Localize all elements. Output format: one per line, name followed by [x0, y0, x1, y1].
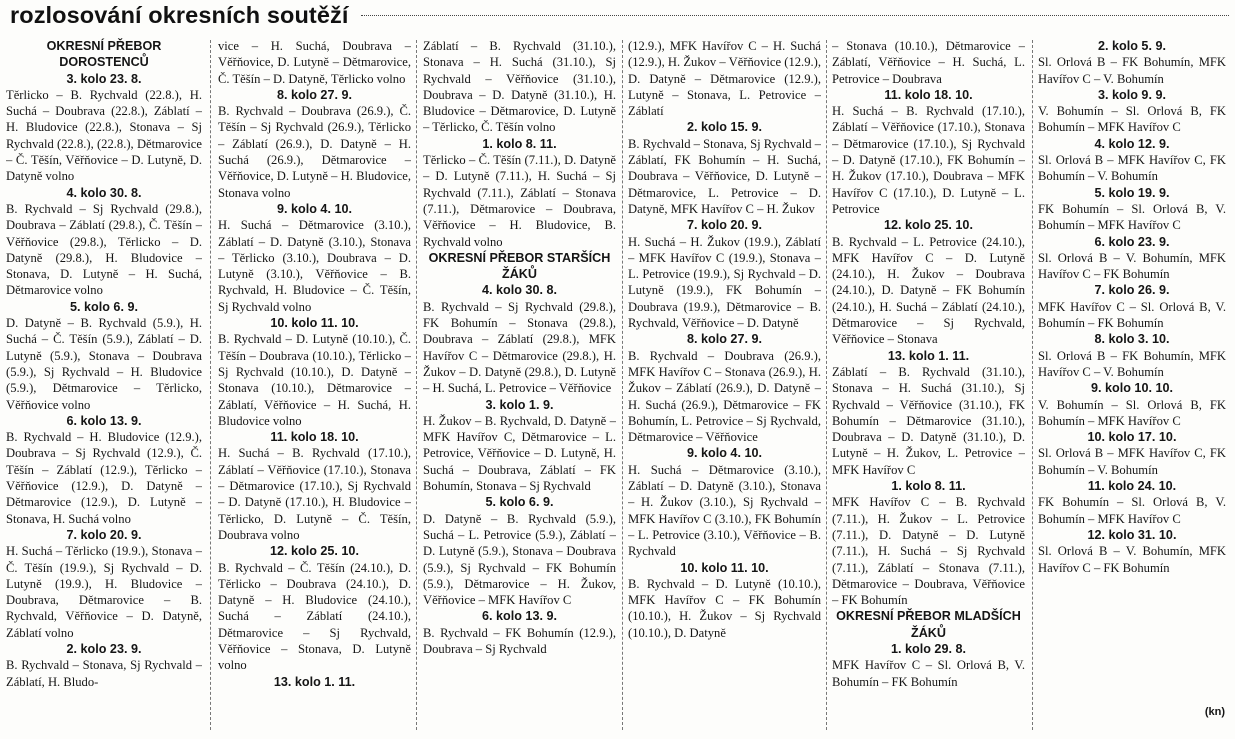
round-heading: 10. kolo 11. 10.	[680, 560, 769, 575]
round-heading: 12. kolo 25. 10.	[884, 218, 973, 233]
author-signature: (kn)	[1204, 706, 1225, 718]
fixture-list: D. Datyně – B. Rychvald (5.9.), H. Suchá – Č. Těšín (5.9.), Záblatí – D. Lutyně (5.9.), Stonava – Doubrava (5.9.), Sj Rychvald – H. Bludovice (5.9.), Dětmarovice – Těrlicko, Věřňovice volno	[6, 316, 202, 412]
fixture-list: Sl. Orlová B – MFK Havířov C, FK Bohumín – V. Bohumín	[1038, 153, 1226, 184]
fixture-list: B. Rychvald – Doubrava (26.9.), Č. Těšín – Sj Rychvald (26.9.), Těrlicko – Záblatí (26.9.), D. Datyně – H. Suchá (26.9.), Dětmarovice – Věřňovice, D. Lutyně – H. Bludovice, Stonava volno	[218, 104, 411, 200]
round-heading: 6. kolo 13. 9.	[482, 609, 557, 624]
fixture-list: FK Bohumín – Sl. Orlová B, V. Bohumín – MFK Havířov C	[1038, 201, 1226, 233]
fixture-list: B. Rychvald – D. Lutyně (10.10.), MFK Havířov C – FK Bohumín (10.10.), H. Žukov – Sj Rychvald (10.10.), D. Datyně	[628, 576, 821, 640]
schedule-column-4	[628, 38, 821, 734]
round-heading: 13. kolo 1. 11.	[273, 674, 356, 689]
fixture-list: B. Rychvald – Stonava, Sj Rychvald – Záblatí, H. Bludo-	[6, 658, 202, 689]
round-heading: 11. kolo 18. 10.	[270, 430, 359, 445]
schedule-column-3	[423, 38, 616, 734]
round-heading: 10. kolo 17. 10.	[1087, 430, 1177, 445]
round-heading: 5. kolo 19. 9.	[1094, 185, 1170, 200]
fixture-list: Sl. Orlová B – V. Bohumín, MFK Havířov C – FK Bohumín	[1038, 544, 1226, 575]
fixture-list: H. Suchá – Těrlicko (19.9.), Stonava – Č. Těšín (19.9.), Sj Rychvald – D. Lutyně (19.9.), H. Bludovice – Doubrava, Dětmarovice – B. Rychvald, Věřňovice – D. Datyně, Záblatí volno	[6, 544, 202, 640]
fixture-list: B. Rychvald – H. Bludovice (12.9.), Doubrava – Sj Rychvald (12.9.), Č. Těšín – Záblatí (12.9.), Těrlicko – Věřňovice (12.9.), D. Datyně – Dětmarovice (12.9.), D. Lutyně – Stonava, H. Suchá volno	[6, 430, 202, 526]
round-heading: 11. kolo 24. 10.	[1087, 479, 1177, 494]
round-heading: 8. kolo 3. 10.	[1094, 332, 1170, 347]
round-heading: 3. kolo 23. 8.	[66, 71, 142, 86]
page-header	[6, 2, 1231, 32]
fixture-list: V. Bohumín – Sl. Orlová B, FK Bohumín – MFK Havířov C	[1038, 397, 1226, 428]
header-rule	[361, 15, 1229, 16]
round-heading: 10. kolo 11. 10.	[270, 316, 359, 331]
round-heading: 11. kolo 18. 10.	[884, 87, 973, 102]
round-heading: 8. kolo 27. 9.	[277, 87, 352, 102]
column-divider	[416, 40, 417, 730]
round-heading: 9. kolo 4. 10.	[277, 201, 352, 216]
round-heading: 7. kolo 26. 9.	[1094, 283, 1170, 298]
fixture-list: B. Rychvald – L. Petrovice (24.10.), MFK Havířov C – D. Lutyně (24.10.), H. Žukov – Doubrava (24.10.), D. Datyně – FK Bohumín (24.10.), H. Suchá – Záblatí (24.10.), Dětmarovice – Sj Rychvald, Věřňovice – Stonava	[832, 234, 1025, 347]
fixture-list: B. Rychvald – D. Lutyně (10.10.), Č. Těšín – Doubrava (10.10.), Těrlicko – Sj Rychvald (10.10.), D. Datyně – Stonava (10.10.), Dětmarovice – Záblatí, Věřňovice – H. Suchá, H. Bludovice volno	[218, 332, 411, 428]
round-heading: 5. kolo 6. 9.	[70, 299, 138, 314]
round-heading: 13. kolo 1. 11.	[887, 348, 970, 363]
column-divider	[622, 40, 623, 730]
fixture-list: MFK Havířov C – Sl. Orlová B, V. Bohumín – FK Bohumín	[1038, 299, 1226, 331]
schedule-column-6	[1038, 38, 1226, 734]
fixture-list: B. Rychvald – Doubrava (26.9.), MFK Havířov C – Stonava (26.9.), H. Žukov – Záblatí (26.9.), D. Datyně – H. Suchá (26.9.), Dětmarovice – FK Bohumín, L. Petrovice – Sj Rychvald, Dětmarovice – Věřňovice	[628, 348, 821, 445]
round-heading: 2. kolo 15. 9.	[687, 120, 762, 135]
fixture-list: Těrlicko – B. Rychvald (22.8.), H. Suchá – Doubrava (22.8.), Záblatí – H. Bludovice (22.8.), Stonava – Sj Rychvald (22.8.), (22.8.), Dětmarovice – Č. Těšín, Věřňovice – D. Lutyně, D. Datyně volno	[6, 87, 202, 184]
fixture-list: H. Žukov – B. Rychvald, D. Datyně – MFK Havířov C, Dětmarovice – L. Petrovice, Věřňovice – D. Lutyně, H. Suchá – Doubrava, Záblatí – FK Bohumín, Stonava – Sj Rychvald	[423, 413, 616, 494]
column-divider	[210, 40, 211, 730]
round-heading: 12. kolo 31. 10.	[1087, 527, 1177, 542]
schedule-columns	[6, 38, 1231, 734]
round-heading: 7. kolo 20. 9.	[687, 218, 762, 233]
competition-heading: OKRESNÍ PŘEBOR DOROSTENCŮ	[46, 39, 162, 70]
fixture-list: – Stonava (10.10.), Dětmarovice – Záblatí, Věřňovice – H. Suchá, L. Petrovice – Doubrava	[832, 39, 1025, 86]
round-heading: 8. kolo 27. 9.	[687, 332, 762, 347]
page-title: rozlosování okresních soutěží	[10, 2, 349, 28]
column-divider	[826, 40, 827, 730]
schedule-column-2	[218, 38, 411, 734]
fixture-list: H. Suchá – Dětmarovice (3.10.), Záblatí – D. Datyně (3.10.), Stonava – Těrlicko (3.10.), Doubrava – D. Lutyně (3.10.), Věřňovice – B. Rychvald, H. Bludovice – Č. Těšín, Sj Rychvald volno	[218, 218, 411, 314]
fixture-list: H. Suchá – H. Žukov (19.9.), Záblatí – MFK Havířov C (19.9.), Stonava – L. Petrovice (19.9.), Sj Rychvald – D. Lutyně (19.9.), FK Bohumín – Doubrava (19.9.), Dětmarovice – B. Rychvald, Věřňovice – D. Datyně	[628, 234, 821, 331]
fixture-list: vice – H. Suchá, Doubrava – Věřňovice, D. Lutyně – Dětmarovice, Č. Těšín – D. Datyně, Těrlicko volno	[218, 39, 411, 86]
fixture-list: MFK Havířov C – Sl. Orlová B, V. Bohumín – FK Bohumín	[832, 658, 1025, 689]
fixture-list: Těrlicko – Č. Těšín (7.11.), D. Datyně – D. Lutyně (7.11.), H. Suchá – Sj Rychvald (7.11.), Záblatí – Stonava (7.11.), Dětmarovice – Doubrava, Věřňovice – H. Bludovice, B. Rychvald volno	[423, 153, 616, 249]
round-heading: 4. kolo 12. 9.	[1094, 136, 1170, 151]
round-heading: 7. kolo 20. 9.	[66, 527, 142, 542]
round-heading: 9. kolo 4. 10.	[687, 446, 762, 461]
fixture-list: B. Rychvald – Sj Rychvald (29.8.), Doubrava – Záblatí (29.8.), Č. Těšín – Věřňovice (29.8.), Těrlicko – D. Datyně (29.8.), H. Bludovice – Stonava, D. Lutyně – H. Suchá, Dětmarovice volno	[6, 201, 202, 298]
column-divider	[1032, 40, 1033, 730]
round-heading: 5. kolo 6. 9.	[485, 495, 554, 510]
fixture-list: Sl. Orlová B – FK Bohumín, MFK Havířov C – V. Bohumín	[1038, 55, 1226, 86]
round-heading: 4. kolo 30. 8.	[482, 283, 557, 298]
fixture-list: B. Rychvald – FK Bohumín (12.9.), Doubrava – Sj Rychvald	[423, 625, 616, 656]
round-heading: 9. kolo 10. 10.	[1091, 381, 1173, 396]
fixture-list: FK Bohumín – Sl. Orlová B, V. Bohumín – MFK Havířov C	[1038, 495, 1226, 526]
round-heading: 6. kolo 23. 9.	[1094, 234, 1170, 249]
fixture-list: H. Suchá – B. Rychvald (17.10.), Záblatí – Věřňovice (17.10.), Stonava – Dětmarovice (17.10.), Sj Rychvald – D. Datyně (17.10.), H. Bludovice – Těrlicko, D. Lutyně – Č. Těšín, Doubrava volno	[218, 446, 411, 542]
fixture-list: Sl. Orlová B – FK Bohumín, MFK Havířov C – V. Bohumín	[1038, 348, 1226, 379]
fixture-list: D. Datyně – B. Rychvald (5.9.), Suchá – L. Petrovice (5.9.), Záblatí – D. Lutyně (5.9.), Stonava – Doubrava (5.9.), Sj Rychvald – FK Bohumín (5.9.), Dětmarovice – H. Žukov, Věřňovice – MFK Havířov C	[423, 511, 616, 608]
round-heading: 2. kolo 5. 9.	[1098, 39, 1166, 53]
fixture-list: Záblatí – B. Rychvald (31.10.), Stonava – H. Suchá (31.10.), Sj Rychvald – Věřňovice (31.10.), FK Bohumín – Dětmarovice (31.10.), Doubrava – D. Datyně (31.10.), D. Lutyně – H. Žukov, L. Petrovice – MFK Havířov C	[832, 364, 1025, 477]
round-heading: 12. kolo 25. 10.	[270, 544, 359, 559]
fixture-list: Sl. Orlová B – V. Bohumín, MFK Havířov C – FK Bohumín	[1038, 250, 1226, 282]
fixture-list: Záblatí – B. Rychvald (31.10.), Stonava – H. Suchá (31.10.), Sj Rychvald – Věřňovice (31.10.), Doubrava – D. Datyně (31.10.), H. Bludovice – Dětmarovice, D. Lutyně – Těrlicko, Č. Těšín volno	[423, 39, 616, 135]
fixture-list: H. Suchá – B. Rychvald (17.10.), Záblatí – Věřňovice (17.10.), Stonava – Dětmarovice (17.10.), Sj Rychvald – D. Datyně (17.10.), FK Bohumín – H. Žukov (17.10.), Doubrava – MFK Havířov C (17.10.), D. Lutyně – L. Petrovice	[832, 104, 1025, 216]
round-heading: 4. kolo 30. 8.	[66, 185, 142, 200]
round-heading: 2. kolo 23. 9.	[66, 641, 142, 656]
schedule-column-1	[6, 38, 202, 734]
fixture-list: (12.9.), MFK Havířov C – H. Suchá (12.9.), H. Žukov – Věřňovice (12.9.), D. Datyně – Dětmarovice (12.9.), Lutyně – Stonava, L. Petrovice – Záblatí	[628, 39, 821, 119]
round-heading: 3. kolo 1. 9.	[485, 397, 554, 412]
fixture-list: MFK Havířov C – B. Rychvald (7.11.), H. Žukov – L. Petrovice (7.11.), D. Datyně – D. Lutyně (7.11.), H. Suchá – Sj Rychvald (7.11.), Záblatí – Stonava (7.11.), Dětmarovice – Doubrava, Věřňovice – FK Bohumín	[832, 495, 1025, 608]
fixture-list: B. Rychvald – Stonava, Sj Rychvald – Záblatí, FK Bohumín – H. Suchá, Doubrava – Věřňovice, D. Lutyně – Dětmarovice, L. Petrovice – D. Datyně, MFK Havířov C – H. Žukov	[628, 136, 821, 216]
fixture-list: H. Suchá – Dětmarovice (3.10.), Záblatí – D. Datyně (3.10.), Stonava – H. Žukov (3.10.), Sj Rychvald – MFK Havířov C (3.10.), FK Bohumín – L. Petrovice (3.10.), Věřňovice – B. Rychvald	[628, 462, 821, 559]
fixture-list: B. Rychvald – Sj Rychvald (29.8.), FK Bohumín – Stonava (29.8.), Doubrava – Záblatí (29.8.), MFK Havířov C – Dětmarovice (29.8.), H. Žukov – D. Datyně (29.8.), D. Lutyně – H. Suchá, L. Petrovice – Věřňovice	[423, 299, 616, 396]
competition-heading: OKRESNÍ PŘEBOR MLADŠÍCH ŽÁKŮ	[836, 609, 1021, 640]
schedule-column-5	[832, 38, 1025, 734]
round-heading: 1. kolo 29. 8.	[891, 641, 966, 656]
fixture-list: Sl. Orlová B – MFK Havířov C, FK Bohumín – V. Bohumín	[1038, 446, 1226, 477]
round-heading: 6. kolo 13. 9.	[66, 413, 142, 428]
fixture-list: V. Bohumín – Sl. Orlová B, FK Bohumín – MFK Havířov C	[1038, 104, 1226, 135]
round-heading: 3. kolo 9. 9.	[1098, 87, 1166, 102]
round-heading: 1. kolo 8. 11.	[482, 136, 557, 151]
fixture-list: B. Rychvald – Č. Těšín (24.10.), D. Těrlicko – Doubrava (24.10.), D. Datyně – H. Bludovice (24.10.), Suchá – Záblatí (24.10.), Dětmarovice – Sj Rychvald, Věřňovice – Stonava, D. Lutyně volno	[218, 560, 411, 673]
round-heading: 1. kolo 8. 11.	[891, 479, 966, 494]
competition-heading: OKRESNÍ PŘEBOR STARŠÍCH ŽÁKŮ	[428, 250, 611, 282]
